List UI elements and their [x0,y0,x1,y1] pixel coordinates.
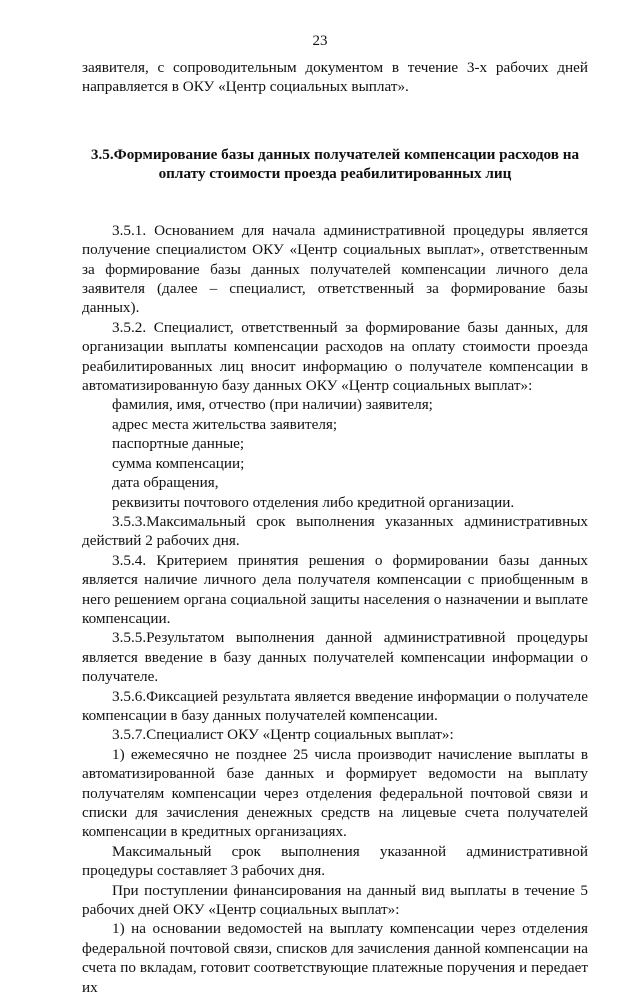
page-number: 23 [312,33,328,49]
paragraph-3-5-2: 3.5.2. Специалист, ответственный за формирование базы данных, для организации выплаты компенсации расходов на оплату стоимости проезда реабилитированных лиц вносит информацию о получателе компенсации в автоматизированную базу данных ОКУ «Центр социальных выплат»: [82,318,588,395]
page-content [82,58,588,997]
paragraph-monthly-accrual: 1) ежемесячно не позднее 25 числа производит начисление выплаты в автоматизированной базе данных и формирует ведомости на выплату получателям компенсации через отделения федеральной почтовой связи и списки для зачисления денежных средств на лицевые счета получателей компенсации в кредитных организациях. [82,745,588,841]
paragraph-3-5-7: 3.5.7.Специалист ОКУ «Центр социальных выплат»: [112,726,454,744]
paragraph-funding: При поступлении финансирования на данный вид выплаты в течение 5 рабочих дней ОКУ «Центр социальных выплат»: [82,881,588,919]
paragraph-3-5-6: 3.5.6.Фиксацией результата является введение информации о получателе компенсации в базу данных получателей компенсации. [82,687,588,724]
list-item: паспортные данные; [112,435,245,453]
list-item: адрес места жительства заявителя; [112,415,338,433]
list-item: сумма компенсации; [112,454,245,472]
list-item: дата обращения, [112,474,219,492]
list-item: реквизиты почтового отделения либо кредитной организации. [112,493,515,511]
paragraph-payment-orders: 1) на основании ведомостей на выплату компенсации через отделения федеральной почтовой связи, списков для зачисления данной компенсации на счета по вкладам, готовит соответствующие платежные поручения и передает их [82,920,588,996]
paragraph-3-5-3: 3.5.3.Максимальный срок выполнения указанных административных действий 2 рабочих дня. [82,512,588,550]
paragraph-3-5-4: 3.5.4. Критерием принятия решения о формировании базы данных является наличие личного дела получателя компенсации с приобщенным в него решением органа социальной защиты населения о назначении и выплате компенсации. [82,551,588,627]
paragraph-3-5-1: 3.5.1. Основанием для начала административной процедуры является получение специалистом ОКУ «Центр социальных выплат», ответственным за формирование базы данных получателей компенсации личного дела заявителя (далее – специалист, ответственный за формирование базы данных). [82,221,588,317]
paragraph-3-5-5: 3.5.5.Результатом выполнения данной административной процедуры является введение в базу данных получателей компенсации информации о получателе. [82,629,588,686]
paragraph-max-term: Максимальный срок выполнения указанной административной процедуры составляет 3 рабочих дня. [82,842,588,880]
intro-paragraph: заявителя, с сопроводительным документом в течение 3-х рабочих дней направляется в ОКУ «Центр социальных выплат». [82,59,588,96]
section-heading: 3.5.Формирование базы данных получателей компенсации расходов на оплату стоимости проезда реабилитированных лиц [90,145,580,182]
list-item: фамилия, имя, отчество (при наличии) заявителя; [112,396,433,414]
